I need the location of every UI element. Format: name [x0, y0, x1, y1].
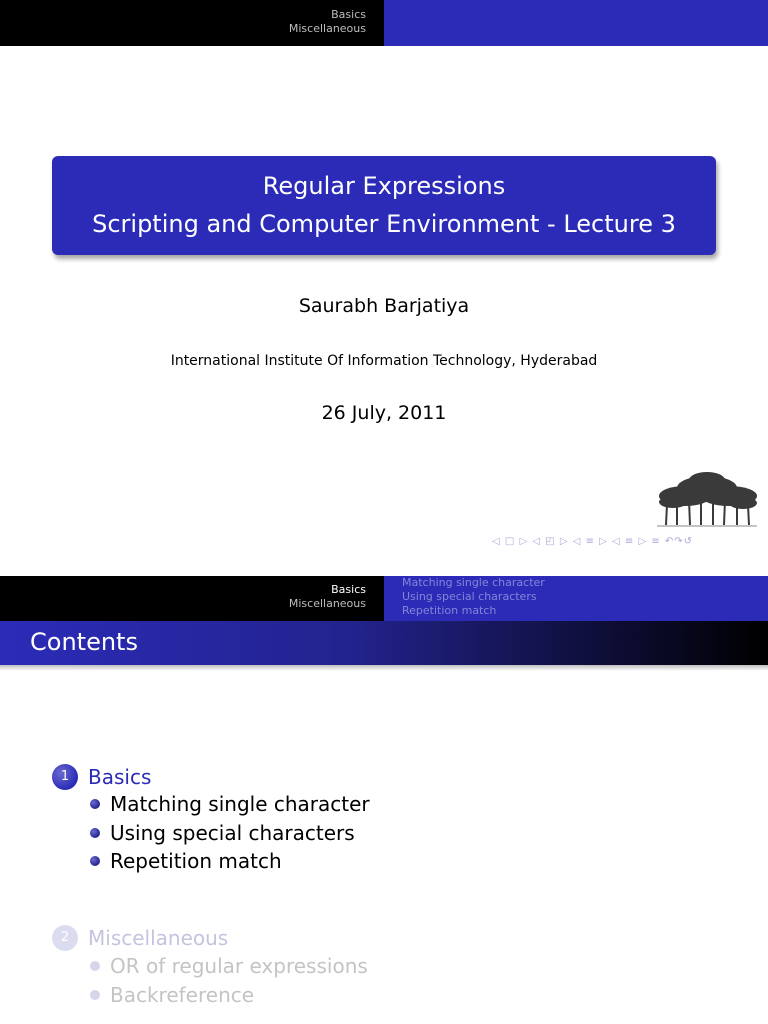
- toc-item-repetition-match[interactable]: [90, 849, 282, 873]
- toc-section-label: Miscellaneous: [88, 926, 229, 950]
- subsection-panel: [384, 0, 768, 46]
- bullet-icon: [90, 828, 100, 838]
- toc-item-or-of-regular-expressions[interactable]: [90, 954, 368, 978]
- nav-section-basics[interactable]: Basics: [331, 8, 366, 21]
- toc-item-label: Using special characters: [110, 821, 355, 845]
- bullet-icon: [90, 961, 100, 971]
- toc-item-using-special-characters[interactable]: [90, 821, 355, 845]
- nav-section-basics[interactable]: Basics: [331, 583, 366, 596]
- banyan-tree-logo: [655, 470, 759, 530]
- nav-subsection-repetition-match[interactable]: Repetition match: [402, 604, 497, 617]
- frame-title: Contents: [30, 628, 138, 656]
- bullet-icon: [90, 799, 100, 809]
- header-navigation: [0, 576, 768, 621]
- toc-item-backreference[interactable]: [90, 983, 254, 1007]
- toc-item-label: Repetition match: [110, 849, 282, 873]
- section-list: [0, 0, 384, 46]
- institute-name: International Institute Of Information Technology, Hyderabad: [170, 353, 598, 369]
- beamer-navigation-icons[interactable]: ◁ □ ▷ ◁ ◰ ▷ ◁ ≡ ▷ ◁ ≡ ▷ ≡ ↶↷↺: [492, 536, 694, 547]
- subsection-panel: [384, 576, 768, 621]
- presentation-subtitle: Scripting and Computer Environment - Lecture 3: [92, 210, 676, 238]
- bullet-icon: [90, 856, 100, 866]
- nav-section-miscellaneous[interactable]: Miscellaneous: [288, 22, 366, 35]
- bullet-icon: [90, 990, 100, 1000]
- contents-slide: [0, 551, 768, 1024]
- presentation-date: 26 July, 2011: [321, 402, 447, 424]
- section-number-badge: 2: [52, 925, 78, 951]
- nav-subsection-matching-single-character[interactable]: Matching single character: [402, 576, 545, 589]
- toc-item-label: Matching single character: [110, 792, 370, 816]
- section-list: [0, 576, 384, 621]
- toc-section-label: Basics: [88, 765, 152, 789]
- header-navigation: [0, 0, 768, 46]
- presentation-title: Regular Expressions: [262, 172, 506, 200]
- nav-subsection-using-special-characters[interactable]: Using special characters: [402, 590, 537, 603]
- frame-title-shadow: [0, 665, 768, 671]
- section-number-badge: 1: [52, 764, 78, 790]
- nav-section-miscellaneous[interactable]: Miscellaneous: [288, 597, 366, 610]
- author-name: Saurabh Barjatiya: [298, 295, 470, 317]
- toc-section-miscellaneous[interactable]: [52, 925, 228, 951]
- toc-item-label: OR of regular expressions: [110, 954, 368, 978]
- toc-section-basics[interactable]: [52, 764, 151, 790]
- toc-item-label: Backreference: [110, 983, 255, 1007]
- title-block: [52, 156, 716, 255]
- frame-title-bar: [0, 621, 768, 665]
- toc-item-matching-single-character[interactable]: [90, 792, 370, 816]
